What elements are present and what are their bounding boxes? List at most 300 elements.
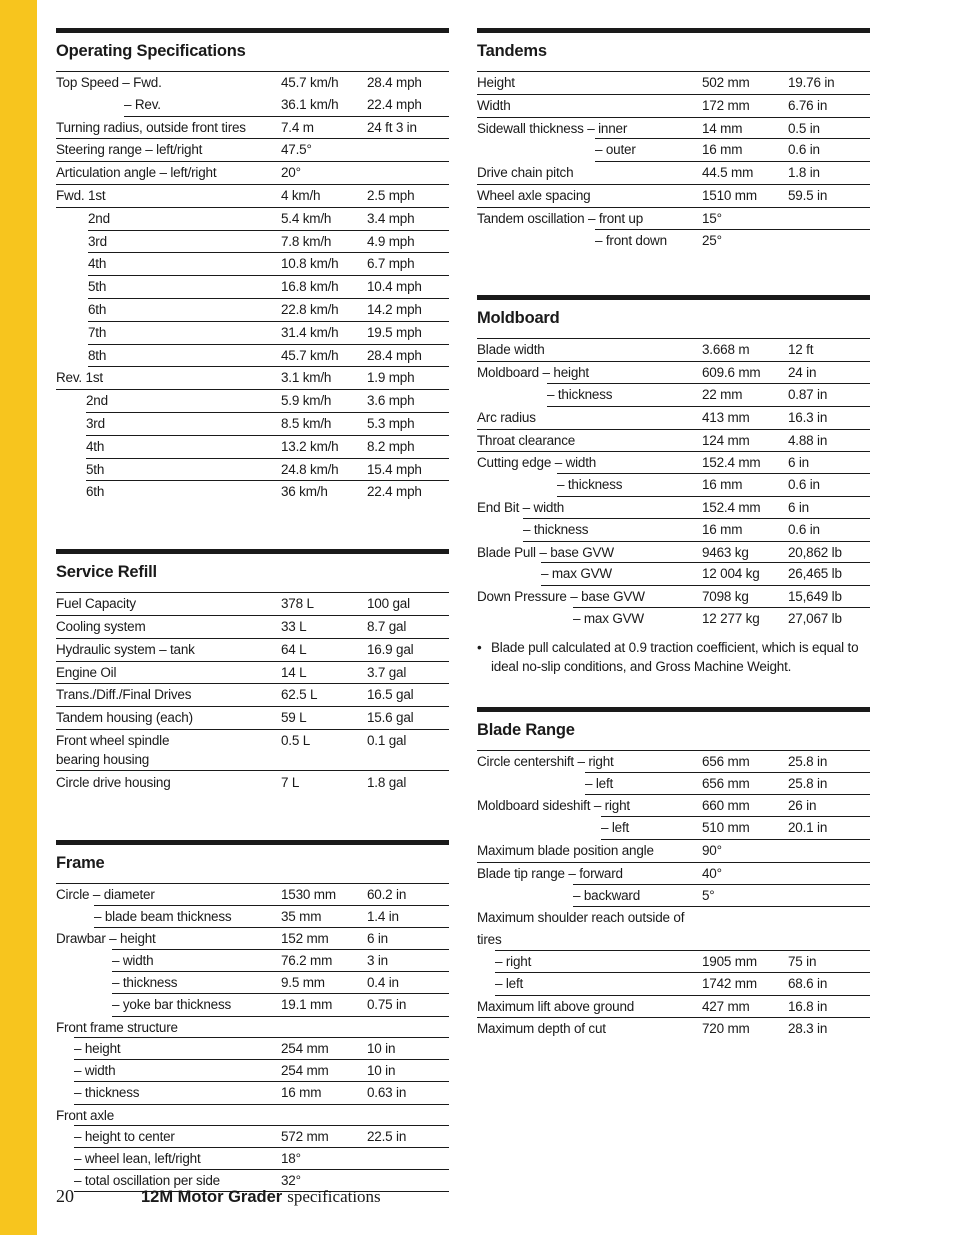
spec-label: – blade beam thickness bbox=[94, 908, 232, 924]
spec-row bbox=[477, 452, 870, 474]
spec-label: Cutting edge – width bbox=[477, 455, 597, 471]
imperial-value: 75 in bbox=[788, 953, 817, 969]
imperial-value bbox=[367, 139, 449, 161]
imperial-value: 26 in bbox=[788, 798, 817, 814]
spec-label: End Bit – width bbox=[477, 499, 565, 515]
spec-row bbox=[56, 345, 449, 368]
spec-label: 4th bbox=[88, 256, 107, 272]
row-divider bbox=[595, 229, 870, 230]
spec-label: Hydraulic system – tank bbox=[56, 641, 195, 657]
spec-row bbox=[56, 208, 449, 231]
metric-value: 254 mm bbox=[281, 1063, 329, 1079]
imperial-value: 0.4 in bbox=[367, 974, 399, 990]
imperial-value: 100 gal bbox=[367, 596, 410, 612]
imperial-value: 59.5 in bbox=[788, 187, 828, 203]
metric-value: 76.2 mm bbox=[281, 953, 333, 969]
metric-value: 19.1 mm bbox=[281, 996, 333, 1012]
imperial-value: 0.6 in bbox=[788, 521, 820, 537]
metric-value: 7.8 km/h bbox=[281, 233, 332, 249]
spec-row bbox=[56, 884, 449, 906]
section-blade-range bbox=[477, 707, 870, 1040]
spec-label: 5th bbox=[86, 461, 105, 477]
imperial-value: 3.7 gal bbox=[367, 664, 407, 680]
spec-row bbox=[56, 1017, 449, 1039]
imperial-value: 60.2 in bbox=[367, 886, 407, 902]
spec-label: 4th bbox=[86, 438, 105, 454]
spec-label: Width bbox=[477, 97, 511, 113]
imperial-value: 5.3 mph bbox=[367, 415, 415, 431]
metric-value: 33 L bbox=[281, 618, 307, 634]
imperial-value bbox=[367, 162, 449, 184]
spec-label: Cooling system bbox=[56, 618, 146, 634]
right-column bbox=[477, 28, 870, 1040]
spec-label: Moldboard sideshift – right bbox=[477, 798, 630, 814]
metric-value: 16.8 km/h bbox=[281, 279, 339, 295]
spec-row bbox=[56, 928, 449, 950]
imperial-value: 15,649 lb bbox=[788, 589, 842, 605]
imperial-value bbox=[367, 1105, 449, 1127]
spec-row bbox=[56, 994, 449, 1017]
metric-value: 5° bbox=[702, 887, 715, 903]
imperial-value: 27,067 lb bbox=[788, 610, 842, 626]
metric-value: 12 277 kg bbox=[702, 610, 760, 626]
yellow-margin-bar bbox=[0, 0, 37, 1235]
metric-value: 1905 mm bbox=[702, 953, 757, 969]
spec-label: Throat clearance bbox=[477, 432, 576, 448]
spec-row bbox=[56, 972, 449, 994]
metric-value: 13.2 km/h bbox=[281, 438, 339, 454]
imperial-value: 22.4 mph bbox=[367, 96, 422, 112]
imperial-value: 6.76 in bbox=[788, 97, 828, 113]
imperial-value bbox=[367, 1148, 449, 1170]
spec-label: Drive chain pitch bbox=[477, 165, 574, 181]
spec-label: 7th bbox=[88, 324, 107, 340]
metric-value: 9463 kg bbox=[702, 544, 749, 560]
row-divider bbox=[595, 138, 870, 139]
left-column bbox=[56, 28, 449, 1192]
spec-row bbox=[56, 639, 449, 662]
spec-label: – thickness bbox=[112, 974, 178, 990]
spec-label: Moldboard – height bbox=[477, 365, 589, 381]
imperial-value: 15.6 gal bbox=[367, 710, 414, 726]
spec-row bbox=[477, 863, 870, 885]
spec-row bbox=[477, 973, 870, 996]
imperial-value: 28.4 mph bbox=[367, 347, 422, 363]
spec-label: 6th bbox=[88, 301, 107, 317]
imperial-value: 10 in bbox=[367, 1063, 396, 1079]
spec-label: – thickness bbox=[547, 386, 613, 402]
metric-value: 427 mm bbox=[702, 998, 750, 1014]
imperial-value: 0.75 in bbox=[367, 996, 407, 1012]
footnote: • Blade pull calculated at 0.9 traction coefficient, which is equal to ideal no-slip conditions, and Gross Machine Weight. bbox=[477, 639, 859, 675]
metric-value: 35 mm bbox=[281, 908, 322, 924]
imperial-value bbox=[367, 1017, 449, 1039]
spec-row bbox=[56, 662, 449, 685]
imperial-value: 0.6 in bbox=[788, 142, 820, 158]
metric-value: 18° bbox=[281, 1151, 301, 1167]
spec-row bbox=[477, 773, 870, 796]
metric-value: 152.4 mm bbox=[702, 499, 761, 515]
spec-row bbox=[477, 72, 870, 95]
spec-row bbox=[477, 996, 870, 1019]
spec-row bbox=[477, 1018, 870, 1040]
spec-row bbox=[56, 413, 449, 436]
spec-label: Front wheel spindle bearing housing bbox=[56, 731, 281, 770]
imperial-value: 20.1 in bbox=[788, 820, 828, 836]
spec-label: – total oscillation per side bbox=[74, 1173, 220, 1189]
imperial-value: 6 in bbox=[367, 931, 388, 947]
spec-row bbox=[477, 497, 870, 519]
spec-label: 2nd bbox=[88, 210, 110, 226]
spec-row bbox=[56, 616, 449, 639]
spec-label: Maximum shoulder reach outside of tires bbox=[477, 910, 685, 948]
imperial-value: 24 in bbox=[788, 365, 817, 381]
imperial-value: 3 in bbox=[367, 953, 388, 969]
spec-label: Front axle bbox=[56, 1107, 115, 1123]
spec-label: – max GVW bbox=[541, 566, 612, 582]
spec-label: Articulation angle – left/right bbox=[56, 165, 217, 181]
spec-row bbox=[56, 322, 449, 345]
section-service-refill bbox=[56, 549, 449, 840]
spec-row bbox=[56, 950, 449, 972]
metric-value: 16 mm bbox=[281, 1084, 322, 1100]
metric-value: 64 L bbox=[281, 641, 307, 657]
imperial-value: 6 in bbox=[788, 455, 809, 471]
imperial-value: 8.2 mph bbox=[367, 438, 415, 454]
spec-label: – wheel lean, left/right bbox=[74, 1151, 201, 1167]
row-divider bbox=[547, 383, 870, 384]
spec-label: Top Speed – Fwd. bbox=[56, 75, 162, 90]
spec-row bbox=[56, 707, 449, 730]
spec-label: 2nd bbox=[86, 393, 108, 409]
spec-row bbox=[56, 390, 449, 413]
imperial-value: 2.5 mph bbox=[367, 187, 415, 203]
metric-value: 22.8 km/h bbox=[281, 301, 339, 317]
section-tandems bbox=[477, 28, 870, 295]
metric-value: 9.5 mm bbox=[281, 974, 325, 990]
spec-row bbox=[477, 362, 870, 384]
imperial-value: 1.8 in bbox=[788, 165, 820, 181]
section-title: Service Refill bbox=[56, 563, 157, 582]
imperial-value: 10.4 mph bbox=[367, 279, 422, 295]
imperial-value: 4.9 mph bbox=[367, 233, 415, 249]
imperial-value: 1.4 in bbox=[367, 908, 399, 924]
spec-label: Fuel Capacity bbox=[56, 596, 136, 612]
metric-value: 16 mm bbox=[702, 521, 743, 537]
spec-label: – front down bbox=[595, 232, 667, 248]
imperial-value: 15.4 mph bbox=[367, 461, 422, 477]
spec-label: Height bbox=[477, 75, 515, 90]
metric-value: 1530 mm bbox=[281, 886, 336, 902]
spec-label: Maximum lift above ground bbox=[477, 998, 635, 1014]
spec-row bbox=[477, 840, 870, 863]
spec-label: Arc radius bbox=[477, 409, 536, 425]
row-divider bbox=[585, 772, 870, 773]
spec-label: – thickness bbox=[523, 521, 589, 537]
row-divider bbox=[573, 607, 870, 608]
spec-row bbox=[477, 563, 870, 586]
spec-label: 8th bbox=[88, 347, 107, 363]
spec-label: Blade Pull – base GVW bbox=[477, 544, 614, 560]
imperial-value: 26,465 lb bbox=[788, 566, 842, 582]
metric-value: 31.4 km/h bbox=[281, 324, 339, 340]
metric-value: 124 mm bbox=[702, 432, 750, 448]
spec-label: – outer bbox=[595, 142, 636, 158]
imperial-value: 0.5 in bbox=[788, 120, 820, 136]
row-divider bbox=[495, 972, 870, 973]
spec-label: 3rd bbox=[88, 233, 107, 249]
metric-value: 572 mm bbox=[281, 1129, 329, 1145]
spec-row bbox=[56, 94, 449, 117]
imperial-value: 12 ft bbox=[788, 342, 814, 358]
imperial-value: 0.6 in bbox=[788, 477, 820, 493]
spec-row bbox=[56, 139, 449, 162]
spec-label: Turning radius, outside front tires bbox=[56, 119, 246, 135]
row-divider bbox=[601, 816, 870, 817]
metric-value: 62.5 L bbox=[281, 687, 318, 703]
spec-table bbox=[56, 71, 449, 503]
section-title: Frame bbox=[56, 853, 105, 872]
spec-row bbox=[56, 72, 449, 94]
metric-value: 40° bbox=[702, 865, 722, 881]
metric-value: 8.5 km/h bbox=[281, 415, 332, 431]
spec-row bbox=[477, 885, 870, 908]
row-divider bbox=[557, 473, 870, 474]
spec-row bbox=[477, 751, 870, 773]
spec-label: Maximum depth of cut bbox=[477, 1021, 606, 1037]
spec-row bbox=[56, 684, 449, 707]
spec-label: – max GVW bbox=[573, 610, 644, 626]
imperial-value: 3.4 mph bbox=[367, 210, 415, 226]
spec-label: – width bbox=[112, 953, 154, 969]
page-number: 20 bbox=[56, 1186, 74, 1206]
metric-value: 5.4 km/h bbox=[281, 210, 332, 226]
imperial-value: 0.63 in bbox=[367, 1084, 407, 1100]
section-frame bbox=[56, 840, 449, 1192]
spec-label: 6th bbox=[86, 484, 105, 500]
imperial-value: 1.8 gal bbox=[367, 774, 407, 790]
imperial-value: 24 ft 3 in bbox=[367, 119, 417, 135]
spec-label: Tandem oscillation – front up bbox=[477, 210, 644, 226]
spec-label: Engine Oil bbox=[56, 664, 117, 680]
metric-value: 59 L bbox=[281, 710, 307, 726]
metric-value: 45.7 km/h bbox=[281, 347, 339, 363]
spec-row bbox=[56, 299, 449, 322]
imperial-value: 16.5 gal bbox=[367, 687, 414, 703]
spec-row bbox=[477, 185, 870, 208]
spec-row bbox=[477, 951, 870, 973]
spec-row bbox=[477, 407, 870, 430]
metric-value: 413 mm bbox=[702, 409, 750, 425]
section-title: Operating Specifications bbox=[56, 42, 246, 60]
imperial-value: 1.9 mph bbox=[367, 370, 415, 386]
metric-value: 510 mm bbox=[702, 820, 750, 836]
spec-row bbox=[56, 1105, 449, 1127]
imperial-value: 28.3 in bbox=[788, 1021, 828, 1037]
imperial-value: 10 in bbox=[367, 1041, 396, 1057]
metric-value: 14 L bbox=[281, 664, 307, 680]
spec-row bbox=[56, 906, 449, 929]
spec-label: Blade tip range – forward bbox=[477, 865, 623, 881]
spec-label: – left bbox=[495, 975, 524, 991]
spec-row bbox=[56, 185, 449, 208]
metric-value: 172 mm bbox=[702, 97, 750, 113]
spec-label: – thickness bbox=[74, 1084, 140, 1100]
metric-value: 4 km/h bbox=[281, 187, 321, 203]
spec-label: Sidewall thickness – inner bbox=[477, 120, 628, 136]
metric-value: 20° bbox=[281, 165, 301, 181]
metric-value bbox=[281, 1017, 367, 1039]
imperial-value: 25.8 in bbox=[788, 775, 828, 791]
metric-value bbox=[702, 907, 788, 951]
spec-label: – height to center bbox=[74, 1129, 175, 1145]
spec-row bbox=[56, 253, 449, 276]
spec-row bbox=[56, 481, 449, 503]
spec-label: – yoke bar thickness bbox=[112, 996, 232, 1012]
imperial-value bbox=[788, 863, 870, 885]
spec-label: – width bbox=[74, 1063, 116, 1079]
metric-value: 0.5 L bbox=[281, 732, 311, 748]
metric-value: 7098 kg bbox=[702, 589, 749, 605]
metric-value: 36.1 km/h bbox=[281, 96, 339, 112]
spec-row bbox=[56, 231, 449, 254]
spec-row bbox=[477, 162, 870, 185]
spec-label-line2: bearing housing bbox=[56, 752, 150, 768]
spec-label: – left bbox=[585, 775, 614, 791]
spec-label: Circle – diameter bbox=[56, 886, 155, 902]
row-divider bbox=[74, 1081, 449, 1082]
spec-table bbox=[477, 71, 870, 251]
spec-row bbox=[477, 795, 870, 817]
imperial-value bbox=[788, 208, 870, 230]
metric-value: 12 004 kg bbox=[702, 566, 760, 582]
spec-row bbox=[477, 95, 870, 118]
metric-value: 36 km/h bbox=[281, 484, 328, 500]
spec-row bbox=[477, 230, 870, 252]
spec-row bbox=[56, 1060, 449, 1082]
imperial-value: 6.7 mph bbox=[367, 256, 415, 272]
metric-value: 1510 mm bbox=[702, 187, 757, 203]
imperial-value: 25.8 in bbox=[788, 753, 828, 769]
metric-value: 32° bbox=[281, 1173, 301, 1189]
metric-value: 152.4 mm bbox=[702, 455, 761, 471]
page-footer bbox=[56, 1186, 381, 1207]
metric-value: 3.1 km/h bbox=[281, 370, 332, 386]
metric-value: 45.7 km/h bbox=[281, 75, 339, 90]
spec-row bbox=[477, 118, 870, 140]
spec-row bbox=[477, 384, 870, 407]
spec-label: Drawbar – height bbox=[56, 931, 156, 947]
spec-label: Rev. 1st bbox=[56, 370, 103, 386]
metric-value: 7 L bbox=[281, 774, 300, 790]
spec-label: Fwd. 1st bbox=[56, 187, 106, 203]
metric-value: 15° bbox=[702, 210, 722, 226]
row-divider bbox=[541, 562, 870, 563]
spec-label: – height bbox=[74, 1041, 121, 1057]
spec-row bbox=[477, 542, 870, 564]
spec-label: 3rd bbox=[86, 415, 105, 431]
spec-row bbox=[477, 474, 870, 497]
imperial-value: 6 in bbox=[788, 499, 809, 515]
spec-label: Front frame structure bbox=[56, 1019, 178, 1035]
metric-value: 7.4 m bbox=[281, 119, 314, 135]
section-title: Tandems bbox=[477, 42, 547, 60]
section-title: Blade Range bbox=[477, 720, 575, 739]
spec-label: – Rev. bbox=[124, 96, 161, 112]
spec-row bbox=[56, 772, 449, 794]
spec-label: Circle centershift – right bbox=[477, 753, 614, 769]
spec-row bbox=[56, 593, 449, 616]
spec-label: Circle drive housing bbox=[56, 774, 171, 790]
imperial-value: 28.4 mph bbox=[367, 75, 422, 90]
spec-row bbox=[477, 586, 870, 608]
imperial-value: 19.5 mph bbox=[367, 324, 422, 340]
document-subtitle: specifications bbox=[287, 1187, 381, 1206]
imperial-value: 16.9 gal bbox=[367, 641, 414, 657]
metric-value: 152 mm bbox=[281, 931, 329, 947]
metric-value bbox=[281, 1105, 367, 1127]
spec-label: Blade width bbox=[477, 342, 545, 358]
section-operating-specifications bbox=[56, 28, 449, 549]
metric-value: 5.9 km/h bbox=[281, 393, 332, 409]
spec-row bbox=[56, 276, 449, 299]
imperial-value: 0.1 gal bbox=[367, 732, 407, 748]
metric-value: 24.8 km/h bbox=[281, 461, 339, 477]
spec-row bbox=[56, 117, 449, 140]
spec-label: Steering range – left/right bbox=[56, 142, 203, 158]
spec-row bbox=[56, 436, 449, 459]
metric-value: 502 mm bbox=[702, 75, 750, 90]
spec-row bbox=[477, 208, 870, 230]
imperial-value: 68.6 in bbox=[788, 975, 828, 991]
spec-row bbox=[56, 1126, 449, 1148]
metric-value: 16 mm bbox=[702, 477, 743, 493]
imperial-value bbox=[788, 230, 870, 252]
metric-value: 14 mm bbox=[702, 120, 743, 136]
metric-value: 22 mm bbox=[702, 386, 743, 402]
spec-row bbox=[477, 519, 870, 542]
spec-label: – left bbox=[601, 820, 630, 836]
section-moldboard bbox=[477, 295, 870, 706]
metric-value: 609.6 mm bbox=[702, 365, 761, 381]
metric-value: 90° bbox=[702, 842, 722, 858]
spec-table bbox=[477, 338, 870, 629]
spec-row bbox=[56, 1148, 449, 1170]
spec-table bbox=[56, 592, 449, 794]
row-divider bbox=[523, 518, 870, 519]
spec-row bbox=[56, 1082, 449, 1105]
spec-table bbox=[477, 750, 870, 1040]
imperial-value bbox=[788, 885, 870, 907]
metric-value: 660 mm bbox=[702, 798, 750, 814]
spec-table bbox=[56, 883, 449, 1192]
imperial-value: 3.6 mph bbox=[367, 393, 415, 409]
row-divider bbox=[112, 993, 449, 994]
imperial-value: 22.4 mph bbox=[367, 484, 422, 500]
spec-label: Tandem housing (each) bbox=[56, 710, 193, 726]
spec-row bbox=[56, 459, 449, 482]
imperial-value: 16.3 in bbox=[788, 409, 828, 425]
spec-label: Wheel axle spacing bbox=[477, 187, 591, 203]
spec-label: Trans./Diff./Final Drives bbox=[56, 687, 192, 703]
imperial-value: 20,862 lb bbox=[788, 544, 842, 560]
metric-value: 1742 mm bbox=[702, 975, 757, 991]
imperial-value: 19.76 in bbox=[788, 75, 835, 90]
spec-row bbox=[56, 1038, 449, 1060]
spec-label: 5th bbox=[88, 279, 107, 295]
metric-value: 656 mm bbox=[702, 775, 750, 791]
spec-label: Maximum blade position angle bbox=[477, 842, 654, 858]
